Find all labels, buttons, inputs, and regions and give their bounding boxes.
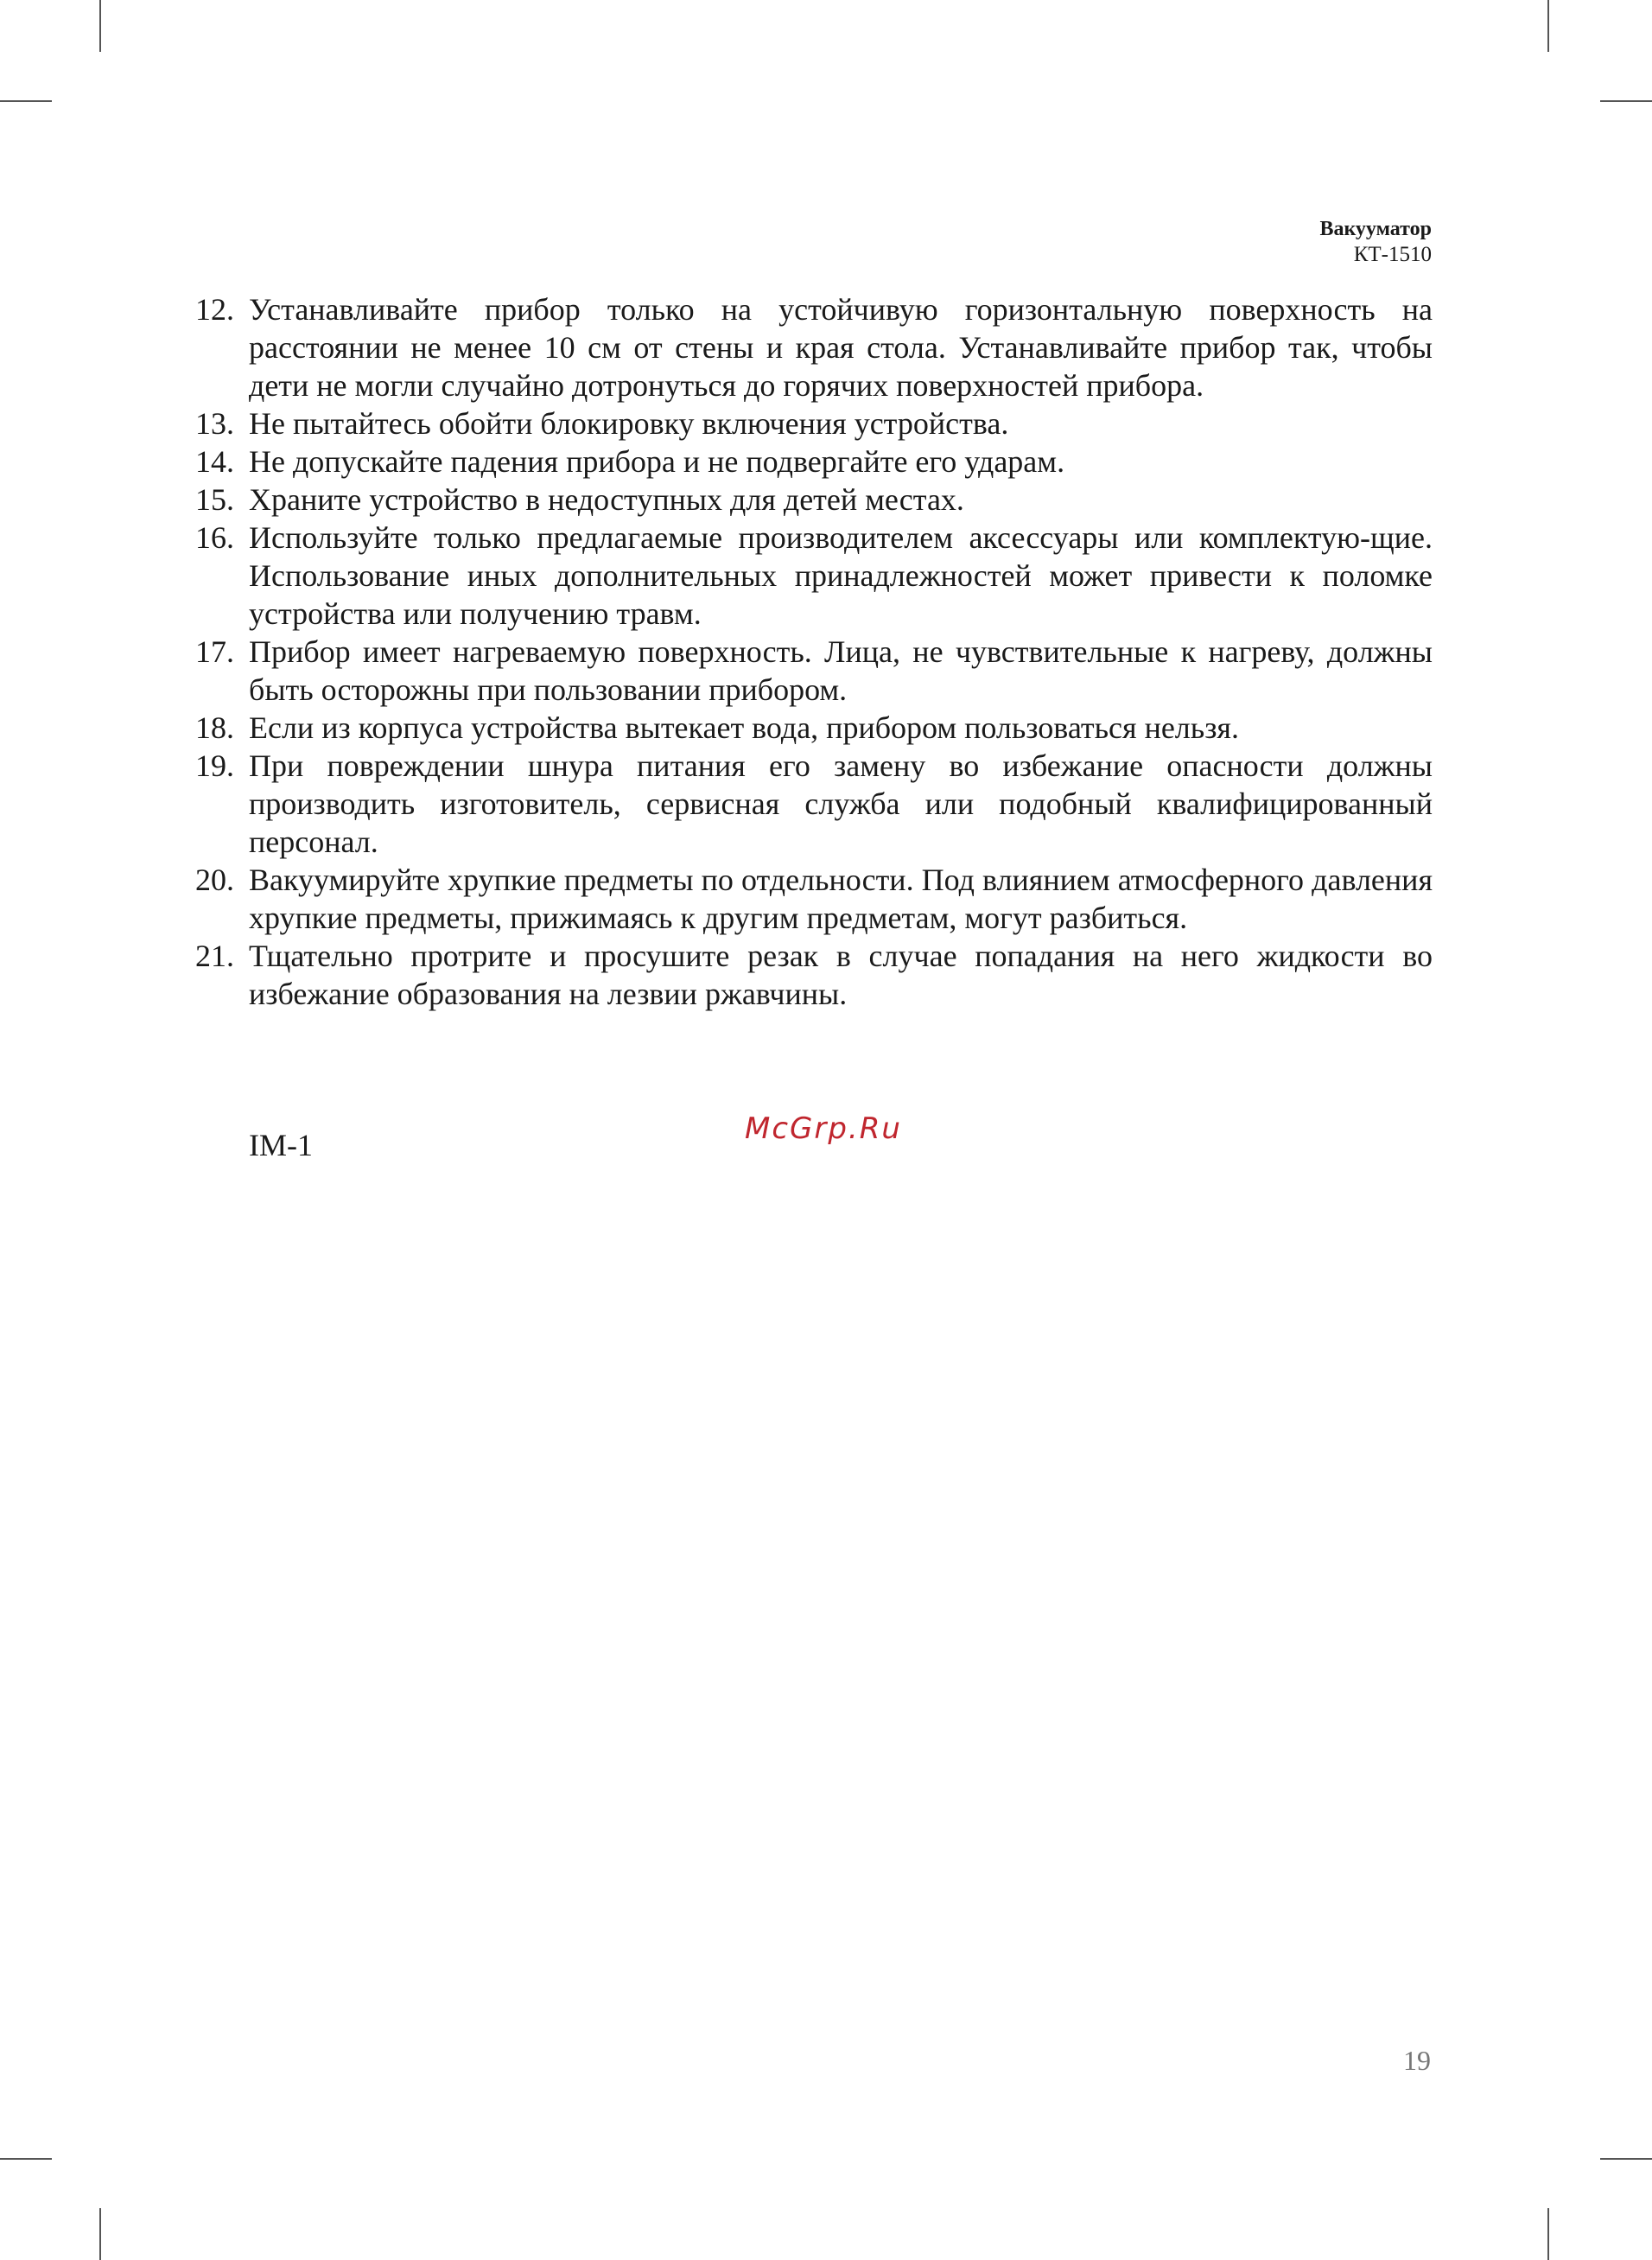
crop-mark: [0, 100, 52, 102]
list-item: [195, 633, 1433, 709]
product-title: Вакууматор: [1319, 218, 1432, 240]
list-item: [195, 442, 1433, 481]
list-item: [195, 519, 1433, 633]
item-number: 12.: [195, 292, 234, 327]
page-number: 19: [1403, 2045, 1431, 2076]
item-text: Вакуумируйте хрупкие предметы по отдельности. Под влиянием атмосферного давления хрупкие предметы, прижимаясь к другим предметам, могут разбиться.: [249, 863, 1433, 935]
item-text: Не допускайте падения прибора и не подвергайте его ударам.: [249, 444, 1065, 479]
crop-mark: [1547, 2208, 1549, 2260]
item-number: 13.: [195, 406, 234, 441]
crop-mark: [1547, 0, 1549, 52]
list-item: [195, 709, 1433, 747]
safety-instructions-list: [195, 290, 1433, 1013]
item-number: 21.: [195, 939, 234, 973]
item-text: Если из корпуса устройства вытекает вода, прибором пользоваться нельзя.: [249, 710, 1239, 745]
item-number: 17.: [195, 634, 234, 669]
item-number: 18.: [195, 710, 234, 745]
im-code: IM-1: [249, 1128, 313, 1162]
page-header: [1319, 216, 1432, 268]
item-text: При повреждении шнура питания его замену во избежание опасности должны производить изготовитель, сервисная служба или подобный квалифицированный персонал.: [249, 748, 1433, 859]
crop-mark: [99, 0, 101, 52]
item-number: 14.: [195, 444, 234, 479]
item-number: 20.: [195, 863, 234, 897]
crop-mark: [99, 2208, 101, 2260]
item-text: Прибор имеет нагреваемую поверхность. Лица, не чувствительные к нагреву, должны быть осторожны при пользовании прибором.: [249, 634, 1433, 707]
list-item: [195, 404, 1433, 442]
item-number: 19.: [195, 748, 234, 783]
item-number: 15.: [195, 482, 234, 517]
item-number: 16.: [195, 520, 234, 555]
crop-mark: [0, 2158, 52, 2160]
item-text: Не пытайтесь обойти блокировку включения устройства.: [249, 406, 1009, 441]
item-text: Храните устройство в недоступных для детей местах.: [249, 482, 964, 517]
crop-mark: [1600, 2158, 1652, 2160]
list-item: [195, 861, 1433, 937]
item-text: Тщательно протрите и просушите резак в случае попадания на него жидкости во избежание образования на лезвии ржавчины.: [249, 939, 1433, 1011]
watermark-link[interactable]: McGrp.Ru: [745, 1111, 902, 1146]
list-item: [195, 290, 1433, 404]
list-item: [195, 747, 1433, 861]
list-item: [195, 937, 1433, 1013]
item-text: Устанавливайте прибор только на устойчивую горизонтальную поверхность на расстоянии не менее 10 см от стены и края стола. Устанавливайте прибор так, чтобы дети не могли случайно дотронуться до горячих поверхностей прибора.: [249, 292, 1433, 403]
item-text: Используйте только предлагаемые производителем аксессуары или комплектую-щие. Использование иных дополнительных принадлежностей может привести к поломке устройства или получению травм.: [249, 520, 1433, 631]
product-model: КТ-1510: [1353, 243, 1432, 266]
list-item: [195, 481, 1433, 519]
crop-mark: [1600, 100, 1652, 102]
